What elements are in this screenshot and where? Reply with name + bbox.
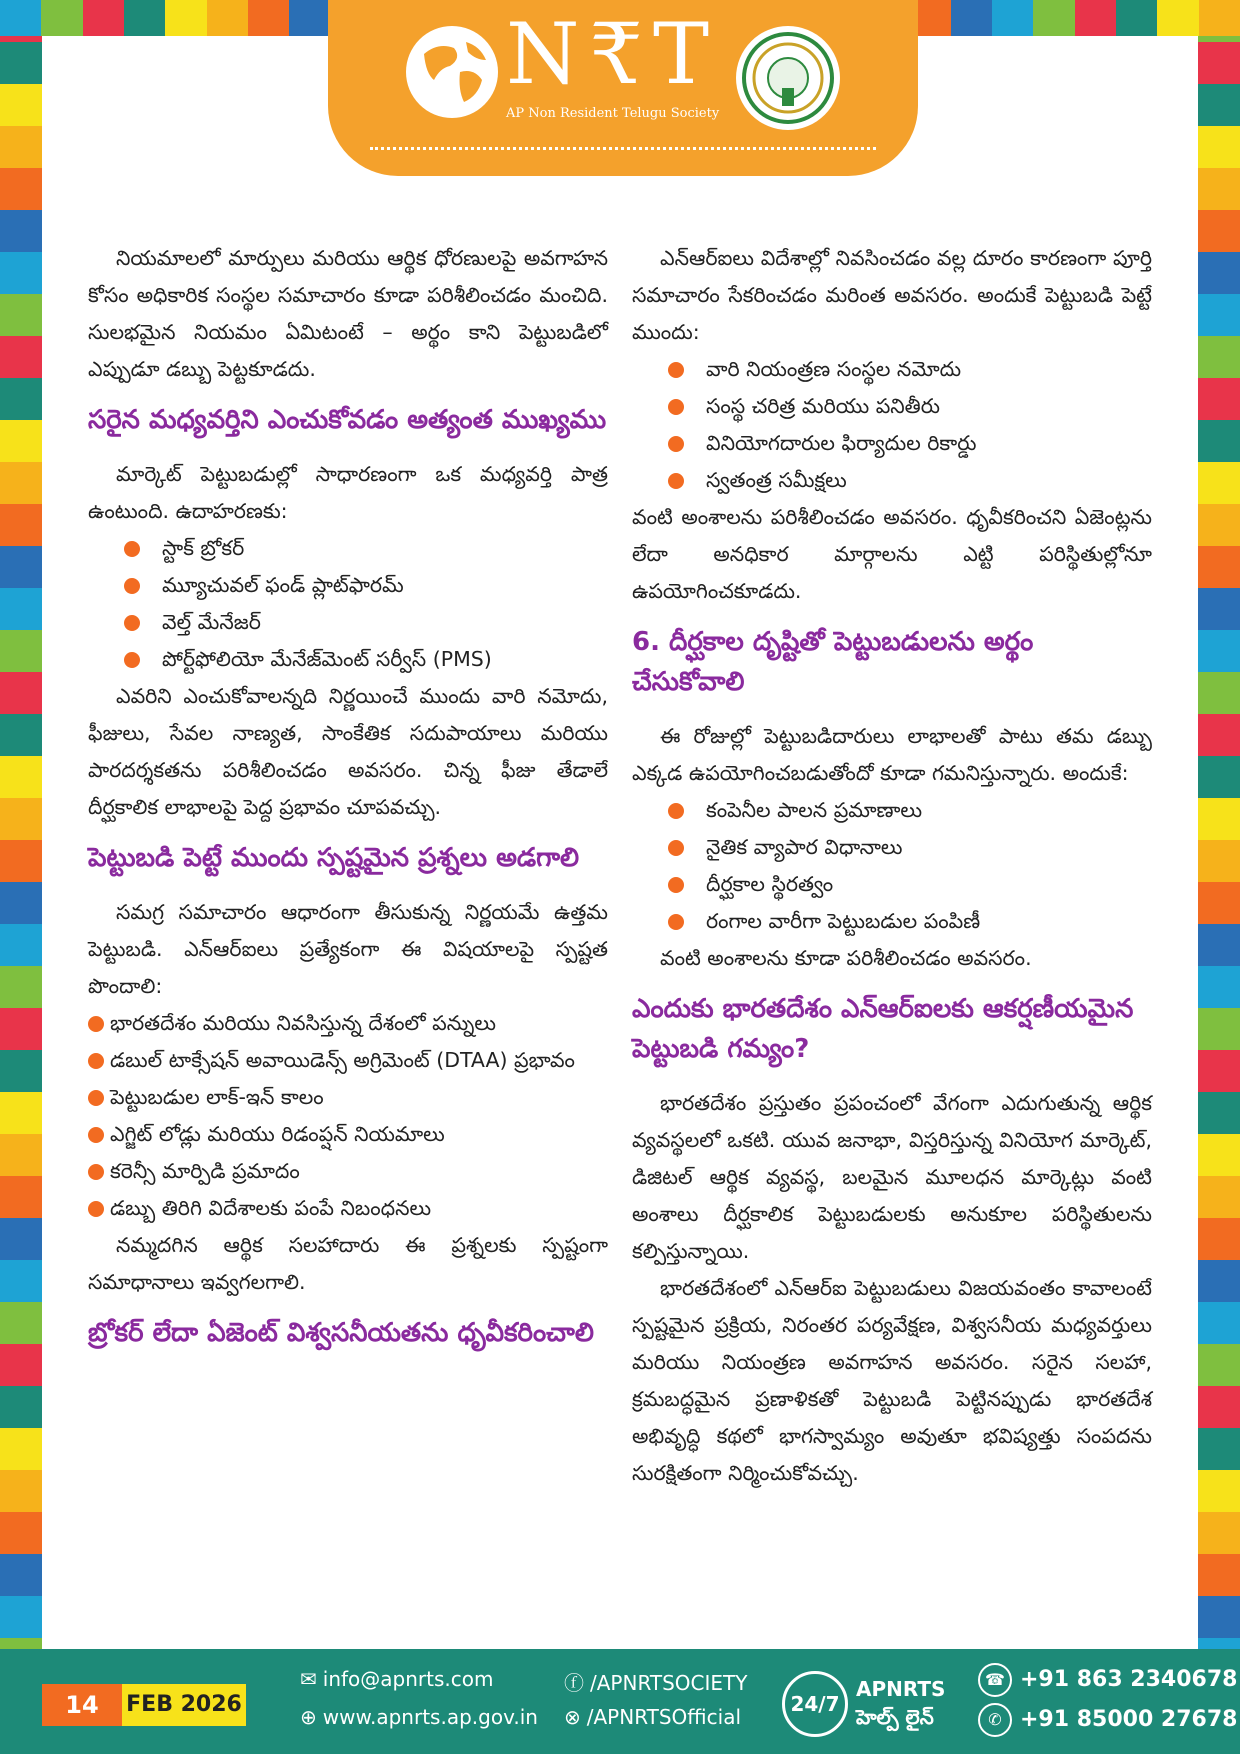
- twitter-link[interactable]: ⊗ /APNRTSOfficial: [564, 1705, 742, 1729]
- color-block: [124, 0, 165, 36]
- list-item: వారి నియంత్రణ సంస్థల నమోదు: [668, 351, 1152, 388]
- color-block: [0, 1596, 42, 1638]
- color-block: [1198, 630, 1240, 672]
- bullet-icon: [668, 436, 684, 452]
- section-heading: ఎందుకు భారతదేశం ఎన్ఆర్ఐలకు ఆకర్షణీయమైన పెట్టుబడి గమ్యం?: [632, 994, 1134, 1064]
- list-item: కంపెనీల పాలన ప్రమాణాలు: [668, 792, 1152, 829]
- bullet-list: [88, 1005, 608, 1227]
- color-block: [951, 0, 992, 36]
- color-block: [0, 1344, 42, 1386]
- color-block: [207, 0, 248, 36]
- color-block: [1198, 1596, 1240, 1638]
- paragraph: సమగ్ర సమాచారం ఆధారంగా తీసుకున్న నిర్ణయమే ఉత్తమ పెట్టుబడి. ఎన్ఆర్ఐలు ప్రత్యేకంగా ఈ విషయాలపై స్పష్టత పొందాలి:: [88, 900, 608, 998]
- color-block: [0, 630, 42, 672]
- list-item: భారతదేశం మరియు నివసిస్తున్న దేశంలో పన్నులు: [88, 1005, 608, 1042]
- color-block: [0, 84, 42, 126]
- issue-date: FEB 2026: [122, 1684, 246, 1726]
- color-block: [165, 0, 206, 36]
- bullet-list: [632, 792, 1152, 940]
- color-block: [0, 1302, 42, 1344]
- paragraph: భారతదేశం ప్రస్తుతం ప్రపంచంలో వేగంగా ఎదుగుతున్న ఆర్థిక వ్యవస్థలలో ఒకటి. యువ జనాభా, విస్తరిస్తున్న వినియోగ మార్కెట్, డిజిటల్ ఆర్థిక వ్యవస్థ, బలమైన మూలధన మార్కెట్లు వంటి అంశాలు దీర్ఘకాలిక పెట్టుబడులకు అనుకూల పరిస్థితులను కల్పిస్తున్నాయి.: [632, 1091, 1152, 1263]
- color-block: [0, 210, 42, 252]
- color-block: [992, 0, 1033, 36]
- color-block: [1198, 1218, 1240, 1260]
- globe-small-icon: ⊕: [300, 1705, 317, 1729]
- color-block: [0, 714, 42, 756]
- header-dotted-line: [370, 147, 876, 150]
- helpline-label: [856, 1675, 945, 1731]
- color-block: [0, 798, 42, 840]
- color-block: [0, 588, 42, 630]
- color-block: [1198, 1260, 1240, 1302]
- color-block: [0, 756, 42, 798]
- color-block: [0, 1218, 42, 1260]
- color-block: [1198, 672, 1240, 714]
- color-block: [0, 1092, 42, 1134]
- paragraph: భారతదేశంలో ఎన్ఆర్ఐ పెట్టుబడులు విజయవంతం కావాలంటే స్పష్టమైన ప్రక్రియ, నిరంతర పర్యవేక్షణ, విశ్వసనీయ మధ్యవర్తులు మరియు నియంత్రణ అవగాహన అవసరం. సరైన సలహా, క్రమబద్ధమైన ప్రణాళికతో పెట్టుబడి పెట్టినప్పుడు భారతదేశ అభివృద్ధి కథలో భాగస్వామ్యం అవుతూ భవిష్యత్తు సంపదను సురక్షితంగా నిర్మించుకోవచ్చు.: [632, 1276, 1152, 1485]
- page-number: 14: [42, 1684, 122, 1726]
- color-block: [1198, 378, 1240, 420]
- list-item: పోర్ట్‌ఫోలియో మేనేజ్‌మెంట్ సర్వీస్ (PMS): [124, 641, 608, 678]
- color-block: [1198, 1428, 1240, 1470]
- list-item: రంగాల వారీగా పెట్టుబడుల పంపిణీ: [668, 903, 1152, 940]
- color-block: [1198, 714, 1240, 756]
- globe-icon: [404, 24, 500, 120]
- color-block: [1198, 840, 1240, 882]
- helpline-subtitle: హెల్ప్ లైన్: [856, 1705, 934, 1729]
- section-heading: పెట్టుబడి పెట్టే ముందు స్పష్టమైన ప్రశ్నలు అడగాలి: [88, 843, 580, 873]
- color-block: [0, 126, 42, 168]
- color-block: [1157, 0, 1198, 36]
- left-decorative-strip: [0, 0, 42, 1650]
- color-block: [1198, 1092, 1240, 1134]
- paragraph: వంటి అంశాలను పరిశీలించడం అవసరం. ధృవీకరించని ఏజెంట్లను లేదా అనధికార మార్గాలను ఎట్టి పరిస్థితుల్లోనూ ఉపయోగించకూడదు.: [632, 505, 1152, 603]
- bullet-icon: [668, 914, 684, 930]
- color-block: [1198, 588, 1240, 630]
- color-block: [1198, 882, 1240, 924]
- color-block: [1198, 546, 1240, 588]
- color-block: [0, 882, 42, 924]
- color-block: [0, 1260, 42, 1302]
- paragraph: నమ్మదగిన ఆర్థిక సలహాదారు ఈ ప్రశ్నలకు స్పష్టంగా సమాధానాలు ఇవ్వగలగాలి.: [88, 1233, 608, 1294]
- whatsapp-number[interactable]: ✆ +91 85000 27678: [978, 1703, 1237, 1737]
- list-item: సంస్థ చరిత్ర మరియు పనితీరు: [668, 388, 1152, 425]
- bullet-icon: [124, 578, 140, 594]
- color-block: [1198, 126, 1240, 168]
- state-emblem-icon: [736, 26, 840, 130]
- color-block: [1198, 1554, 1240, 1596]
- email-link[interactable]: ✉ info@apnrts.com: [300, 1667, 494, 1691]
- color-block: [1198, 1134, 1240, 1176]
- helpline-title: APNRTS: [856, 1677, 946, 1701]
- paragraph: వంటి అంశాలను కూడా పరిశీలించడం అవసరం.: [660, 946, 1032, 970]
- color-block: [1198, 1512, 1240, 1554]
- color-block: [1198, 42, 1240, 84]
- color-block: [1116, 0, 1157, 36]
- bullet-icon: [124, 652, 140, 668]
- logo-subtitle: AP Non Resident Telugu Society: [506, 106, 720, 121]
- color-block: [0, 420, 42, 462]
- bullet-icon: [668, 840, 684, 856]
- bullet-icon: [88, 1016, 104, 1032]
- paragraph: ఎవరిని ఎంచుకోవాలన్నది నిర్ణయించే ముందు వారి నమోదు, ఫీజులు, సేవల నాణ్యత, సాంకేతిక సదుపాయాలు మరియు పారదర్శకతను పరిశీలించడం అవసరం. చిన్న ఫీజు తేడాలే దీర్ఘకాలిక లాభాలపై పెద్ద ప్రభావం చూపవచ్చు.: [88, 684, 608, 819]
- section-heading: సరైన మధ్యవర్తిని ఎంచుకోవడం అత్యంత ముఖ్యము: [88, 405, 607, 435]
- color-block: [1198, 756, 1240, 798]
- bullet-icon: [668, 399, 684, 415]
- list-item: నైతిక వ్యాపార విధానాలు: [668, 829, 1152, 866]
- section-heading: బ్రోకర్ లేదా ఏజెంట్ విశ్వసనీయతను ధృవీకరించాలి: [88, 1318, 594, 1348]
- color-block: [0, 966, 42, 1008]
- logo-wordmark: N₹T: [506, 5, 719, 103]
- phone-number-1[interactable]: ☎ +91 863 2340678: [978, 1663, 1237, 1697]
- color-block: [1075, 0, 1116, 36]
- color-block: [1198, 252, 1240, 294]
- list-item: డబ్బు తిరిగి విదేశాలకు పంపే నిబంధనలు: [88, 1190, 608, 1227]
- bullet-icon: [88, 1053, 104, 1069]
- color-block: [1198, 1386, 1240, 1428]
- bullet-icon: [124, 615, 140, 631]
- paragraph: ఎన్ఆర్ఐలు విదేశాల్లో నివసించడం వల్ల దూరం కారణంగా పూర్తి సమాచారం సేకరించడం మరింత అవసరం. అందుకే పెట్టుబడి పెట్టే ముందు:: [632, 246, 1152, 344]
- facebook-link[interactable]: ⓕ /APNRTSOCIETY: [564, 1667, 747, 1696]
- color-block: [0, 378, 42, 420]
- list-item: పెట్టుబడుల లాక్-ఇన్ కాలం: [88, 1079, 608, 1116]
- paragraph: ఈ రోజుల్లో పెట్టుబడిదారులు లాభాలతో పాటు తమ డబ్బు ఎక్కడ ఉపయోగించబడుతోందో కూడా గమనిస్తున్నారు. అందుకే:: [632, 724, 1152, 785]
- bullet-icon: [88, 1164, 104, 1180]
- list-item: స్టాక్ బ్రోకర్: [124, 530, 608, 567]
- bullet-icon: [668, 473, 684, 489]
- bullet-icon: [88, 1090, 104, 1106]
- color-block: [1198, 798, 1240, 840]
- color-block: [0, 1176, 42, 1218]
- color-block: [289, 0, 330, 36]
- color-block: [0, 336, 42, 378]
- color-block: [1198, 1050, 1240, 1092]
- color-block: [1198, 504, 1240, 546]
- bullet-icon: [668, 877, 684, 893]
- bullet-list: [632, 351, 1152, 499]
- left-column: [88, 240, 608, 1369]
- color-block: [1198, 1302, 1240, 1344]
- color-block: [1198, 168, 1240, 210]
- x-icon: ⊗: [564, 1705, 581, 1729]
- color-block: [0, 294, 42, 336]
- color-block: [0, 672, 42, 714]
- color-block: [1198, 84, 1240, 126]
- list-item: స్వతంత్ర సమీక్షలు: [668, 462, 1152, 499]
- color-block: [83, 0, 124, 36]
- list-item: వెల్త్ మేనేజర్: [124, 604, 608, 641]
- color-block: [0, 840, 42, 882]
- list-item: వినియోగదారుల ఫిర్యాదుల రికార్డు: [668, 425, 1152, 462]
- phone-icon: ☎: [978, 1663, 1012, 1697]
- color-block: [0, 1428, 42, 1470]
- list-item: ఎగ్జిట్ లోడ్లు మరియు రిడంప్షన్ నియమాలు: [88, 1116, 608, 1153]
- color-block: [0, 924, 42, 966]
- color-block: [1198, 1176, 1240, 1218]
- bullet-list: [88, 530, 608, 678]
- color-block: [248, 0, 289, 36]
- color-block: [0, 1470, 42, 1512]
- bullet-icon: [88, 1127, 104, 1143]
- color-block: [0, 504, 42, 546]
- color-block: [0, 1554, 42, 1596]
- whatsapp-icon: ✆: [978, 1703, 1012, 1737]
- list-item: దీర్ఘకాల స్థిరత్వం: [668, 866, 1152, 903]
- list-item: మ్యూచువల్ ఫండ్ ప్లాట్‌ఫారమ్: [124, 567, 608, 604]
- color-block: [1198, 924, 1240, 966]
- color-block: [0, 0, 41, 36]
- list-item: కరెన్సీ మార్పిడి ప్రమాదం: [88, 1153, 608, 1190]
- color-block: [0, 546, 42, 588]
- mail-icon: ✉: [300, 1667, 317, 1691]
- color-block: [1198, 1008, 1240, 1050]
- color-block: [1198, 966, 1240, 1008]
- right-column: [632, 240, 1152, 1492]
- color-block: [1198, 420, 1240, 462]
- right-decorative-strip: [1198, 0, 1240, 1650]
- header-logo-badge: [328, 0, 918, 176]
- paragraph: నియమాలలో మార్పులు మరియు ఆర్థిక ధోరణులపై అవగాహన కోసం అధికారిక సంస్థల సమాచారం కూడా పరిశీలించడం మంచిది. సులభమైన నియమం ఏమిటంటే – అర్థం కాని పెట్టుబడిలో ఎప్పుడూ డబ్బు పెట్టకూడదు.: [88, 246, 608, 381]
- color-block: [1033, 0, 1074, 36]
- color-block: [0, 462, 42, 504]
- color-block: [0, 1386, 42, 1428]
- color-block: [0, 1134, 42, 1176]
- color-block: [1198, 462, 1240, 504]
- bullet-icon: [668, 362, 684, 378]
- color-block: [0, 1050, 42, 1092]
- website-link[interactable]: ⊕ www.apnrts.ap.gov.in: [300, 1705, 538, 1729]
- color-block: [41, 0, 82, 36]
- color-block: [1198, 336, 1240, 378]
- color-block: [1198, 294, 1240, 336]
- color-block: [0, 168, 42, 210]
- bullet-icon: [88, 1201, 104, 1217]
- color-block: [0, 1008, 42, 1050]
- bullet-icon: [124, 541, 140, 557]
- color-block: [0, 252, 42, 294]
- list-item: డబుల్ టాక్సేషన్ అవాయిడెన్స్ అగ్రిమెంట్ (DTAA) ప్రభావం: [88, 1042, 608, 1079]
- paragraph: మార్కెట్ పెట్టుబడుల్లో సాధారణంగా ఒక మధ్యవర్తి పాత్ర ఉంటుంది. ఉదాహరణకు:: [88, 462, 608, 523]
- bullet-icon: [668, 803, 684, 819]
- color-block: [1199, 0, 1240, 36]
- footer-bar: [0, 1649, 1240, 1754]
- color-block: [0, 1512, 42, 1554]
- facebook-icon: ⓕ: [564, 1671, 584, 1695]
- section-heading: 6. దీర్ఘకాల దృష్టితో పెట్టుబడులను అర్థం చేసుకోవాలి: [632, 627, 1034, 697]
- color-block: [1198, 1470, 1240, 1512]
- color-block: [1198, 210, 1240, 252]
- color-block: [0, 42, 42, 84]
- color-block: [1198, 1344, 1240, 1386]
- 24x7-badge: 24/7: [782, 1671, 848, 1737]
